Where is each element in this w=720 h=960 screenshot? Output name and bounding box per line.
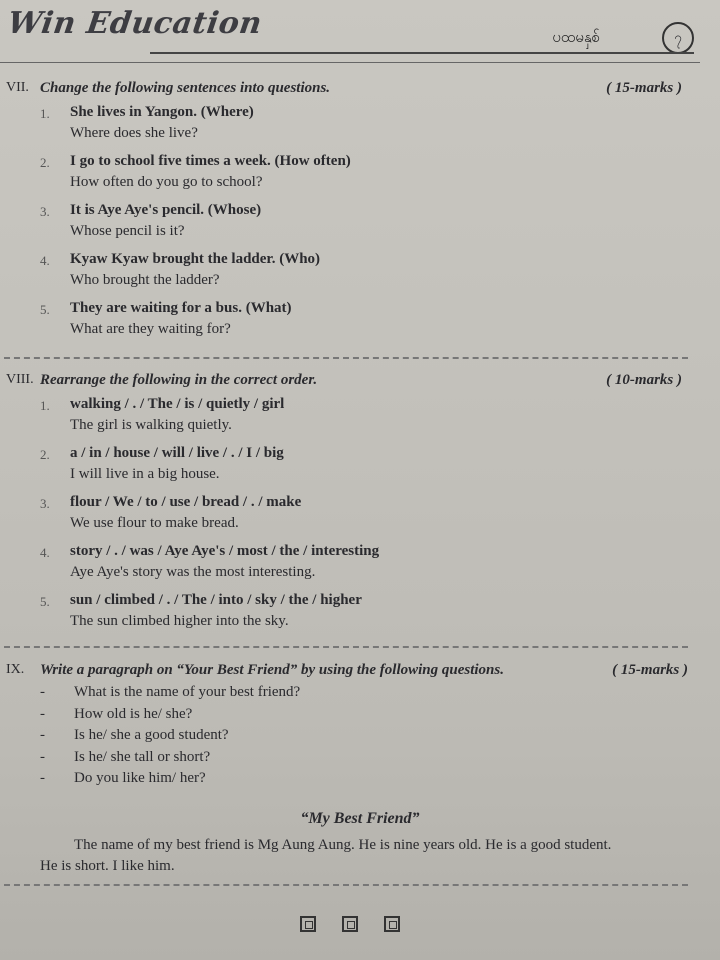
item-number: 1. <box>40 398 50 413</box>
question-text: I go to school five times a week. (How often) <box>70 153 351 169</box>
question-text: flour / We / to / use / bread / . / make <box>70 494 302 510</box>
list-item <box>0 706 720 728</box>
footer-icons <box>300 916 422 937</box>
item-number: 2. <box>40 155 50 170</box>
section-number: VIII. <box>6 372 34 387</box>
answer-text: The sun climbed higher into the sky. <box>70 613 289 629</box>
item-number: 3. <box>40 204 50 219</box>
bullet-text: How old is he/ she? <box>74 705 193 722</box>
item-number: 4. <box>40 253 50 268</box>
answer-text: What are they waiting for? <box>70 321 231 337</box>
question-text: walking / . / The / is / quietly / girl <box>70 396 285 412</box>
question-text: Kyaw Kyaw brought the ladder. (Who) <box>70 251 321 267</box>
section-number: IX. <box>6 662 25 677</box>
section-divider <box>4 884 688 886</box>
answer-text: Aye Aye's story was the most interesting. <box>70 564 316 580</box>
question-item <box>0 394 720 443</box>
question-item <box>0 151 720 200</box>
answer-text: How often do you go to school? <box>70 174 263 190</box>
question-item <box>0 443 720 492</box>
section-vii <box>0 80 720 347</box>
header-rule-thin <box>0 62 700 63</box>
list-item <box>0 749 720 771</box>
item-number: 3. <box>40 496 50 511</box>
answer-text: Where does she live? <box>70 125 198 141</box>
section-number: VII. <box>6 80 29 95</box>
section-title: Change the following sentences into questions. <box>40 80 331 96</box>
section-divider <box>4 357 688 359</box>
question-item <box>0 541 720 590</box>
section-title: Write a paragraph on “Your Best Friend” by using the following questions. <box>40 662 504 678</box>
bullet-text: Is he/ she tall or short? <box>74 748 211 765</box>
square-icon <box>384 916 400 932</box>
question-text: They are waiting for a bus. (What) <box>70 300 292 316</box>
square-icon <box>300 916 316 932</box>
question-item <box>0 200 720 249</box>
section-ix <box>0 662 720 792</box>
item-number: 5. <box>40 302 50 317</box>
page-number-badge: ၇ <box>662 22 694 54</box>
bullet-dash: - <box>40 684 45 700</box>
item-number: 4. <box>40 545 50 560</box>
section-viii <box>0 372 720 639</box>
square-icon <box>342 916 358 932</box>
question-item <box>0 298 720 347</box>
section-marks: ( 15-marks ) <box>606 80 682 96</box>
bullet-dash: - <box>40 748 45 765</box>
subject-label: ပထမနှစ် <box>552 28 600 46</box>
paragraph-title: “My Best Friend” <box>300 810 420 827</box>
question-text: She lives in Yangon. (Where) <box>70 104 254 120</box>
section-header <box>0 372 720 394</box>
question-item <box>0 102 720 151</box>
question-text: sun / climbed / . / The / into / sky / the / higher <box>70 592 362 608</box>
list-item <box>0 770 720 792</box>
bullet-text: Is he/ she a good student? <box>74 727 229 743</box>
question-item <box>0 590 720 639</box>
bullet-dash: - <box>40 727 45 743</box>
answer-text: Who brought the ladder? <box>70 272 220 288</box>
brand-logo: Win Education <box>5 6 265 41</box>
bullet-dash: - <box>40 705 45 722</box>
question-item <box>0 492 720 541</box>
list-item <box>0 727 720 749</box>
paragraph-line: The name of my best friend is Mg Aung Aung. He is nine years old. He is a good student. <box>74 837 612 853</box>
bullet-text: What is the name of your best friend? <box>74 684 301 700</box>
answer-text: The girl is walking quietly. <box>70 417 232 433</box>
bullet-text: Do you like him/ her? <box>74 770 206 786</box>
item-number: 5. <box>40 594 50 609</box>
item-number: 2. <box>40 447 50 462</box>
item-number: 1. <box>40 106 50 121</box>
section-marks: ( 10-marks ) <box>606 372 682 388</box>
paragraph-line: He is short. I like him. <box>40 858 175 874</box>
header-rule <box>150 52 694 54</box>
answer-text: Whose pencil is it? <box>70 223 185 239</box>
answer-text: I will live in a big house. <box>70 466 220 482</box>
section-title: Rearrange the following in the correct order. <box>40 372 318 388</box>
question-text: It is Aye Aye's pencil. (Whose) <box>70 202 262 218</box>
section-divider <box>4 646 688 648</box>
list-item <box>0 684 720 706</box>
answer-text: We use flour to make bread. <box>70 515 239 531</box>
section-marks: ( 15-marks ) <box>612 662 688 678</box>
question-text: a / in / house / will / live / . / I / big <box>70 445 284 461</box>
bullet-dash: - <box>40 770 45 786</box>
section-header <box>0 80 720 102</box>
question-text: story / . / was / Aye Aye's / most / the / interesting <box>70 543 380 559</box>
question-item <box>0 249 720 298</box>
section-header <box>0 662 720 684</box>
